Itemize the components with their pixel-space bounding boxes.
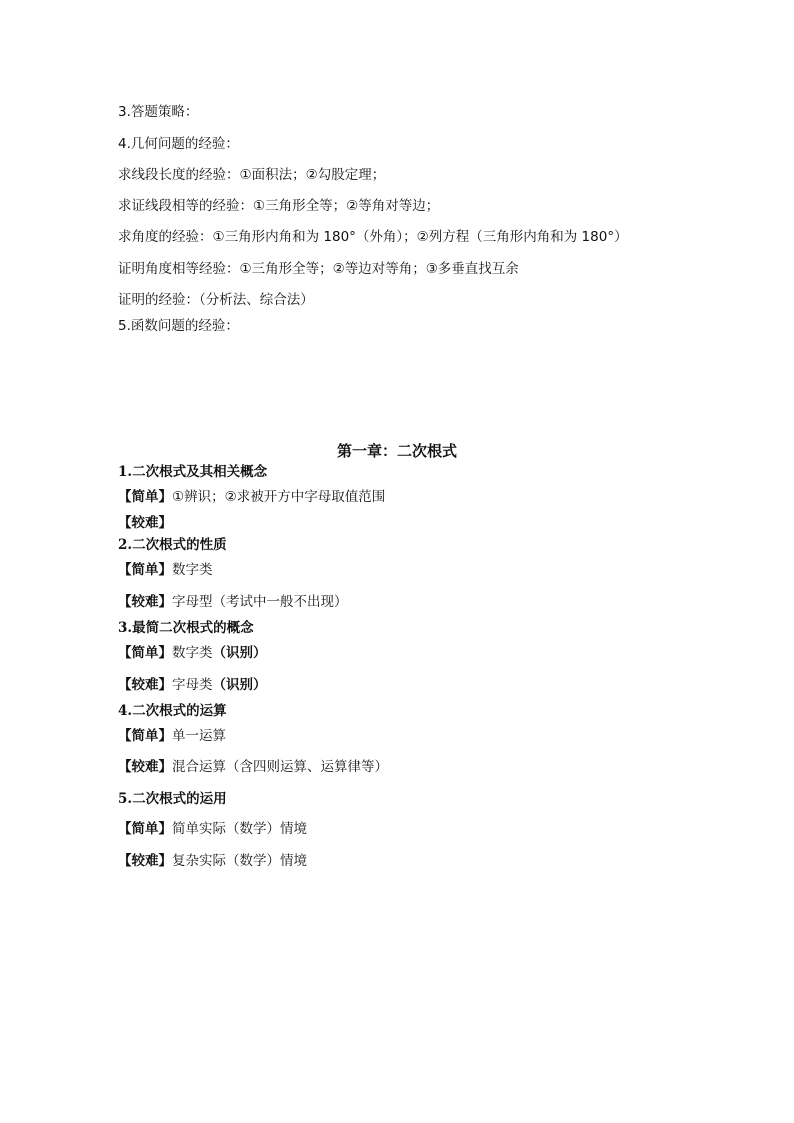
hard-text: 字母类 xyxy=(172,677,213,693)
section-easy-line xyxy=(118,820,307,838)
section-easy-line xyxy=(118,561,213,579)
section-heading: 1.二次根式及其相关概念 xyxy=(118,464,268,480)
section-heading: 2.二次根式的性质 xyxy=(118,537,227,553)
section-heading: 3.最简二次根式的概念 xyxy=(118,620,254,636)
hard-tag: 【较难】 xyxy=(118,759,172,775)
easy-tag: 【简单】 xyxy=(118,645,172,661)
section-hard-line xyxy=(118,514,172,532)
hard-tag: 【较难】 xyxy=(118,515,172,531)
section-heading: 4.二次根式的运算 xyxy=(118,703,227,719)
intro-line-segment-length: 求线段长度的经验：①面积法；②勾股定理； xyxy=(118,167,386,183)
easy-tag: 【简单】 xyxy=(118,489,172,505)
hard-tag: 【较难】 xyxy=(118,677,172,693)
easy-text: 数字类 xyxy=(172,562,213,578)
easy-text: 数字类 xyxy=(172,645,213,661)
easy-text: 简单实际（数学）情境 xyxy=(172,821,307,837)
easy-tag: 【简单】 xyxy=(118,562,172,578)
intro-line-geometry-experience: 4.几何问题的经验： xyxy=(118,136,239,152)
hard-text: 复杂实际（数学）情境 xyxy=(172,853,307,869)
hard-tag: 【较难】 xyxy=(118,594,172,610)
intro-line-segment-equal: 求证线段相等的经验：①三角形全等；②等角对等边； xyxy=(118,198,440,214)
hard-bold-text: （识别） xyxy=(212,677,267,693)
hard-tag: 【较难】 xyxy=(118,853,172,869)
intro-line-answer-strategy: 3.答题策略： xyxy=(118,104,199,120)
hard-text: 字母型（考试中一般不出现） xyxy=(172,594,348,610)
intro-line-angle: 求角度的经验：①三角形内角和为 180°（外角）；②列方程（三角形内角和为 180°） xyxy=(118,229,628,245)
easy-bold-text: （识别） xyxy=(212,645,267,661)
section-hard-line xyxy=(118,676,267,694)
hard-text: 混合运算（含四则运算、运算律等） xyxy=(172,759,388,775)
section-easy-line xyxy=(118,727,226,745)
section-easy-line xyxy=(118,644,267,662)
section-hard-line xyxy=(118,852,307,870)
intro-line-angle-equal: 证明角度相等经验：①三角形全等；②等边对等角；③多垂直找互余 xyxy=(118,261,519,277)
easy-text: ①辨识；②求被开方中字母取值范围 xyxy=(172,489,386,505)
chapter-title: 第一章：二次根式 xyxy=(336,442,457,460)
easy-tag: 【简单】 xyxy=(118,728,172,744)
easy-text: 单一运算 xyxy=(172,728,226,744)
intro-line-proof: 证明的经验：（分析法、综合法） xyxy=(118,292,314,308)
section-hard-line xyxy=(118,758,388,776)
intro-line-function-experience: 5.函数问题的经验： xyxy=(118,318,239,334)
section-hard-line xyxy=(118,593,348,611)
section-easy-line xyxy=(118,488,385,506)
easy-tag: 【简单】 xyxy=(118,821,172,837)
section-heading: 5.二次根式的运用 xyxy=(118,791,227,807)
